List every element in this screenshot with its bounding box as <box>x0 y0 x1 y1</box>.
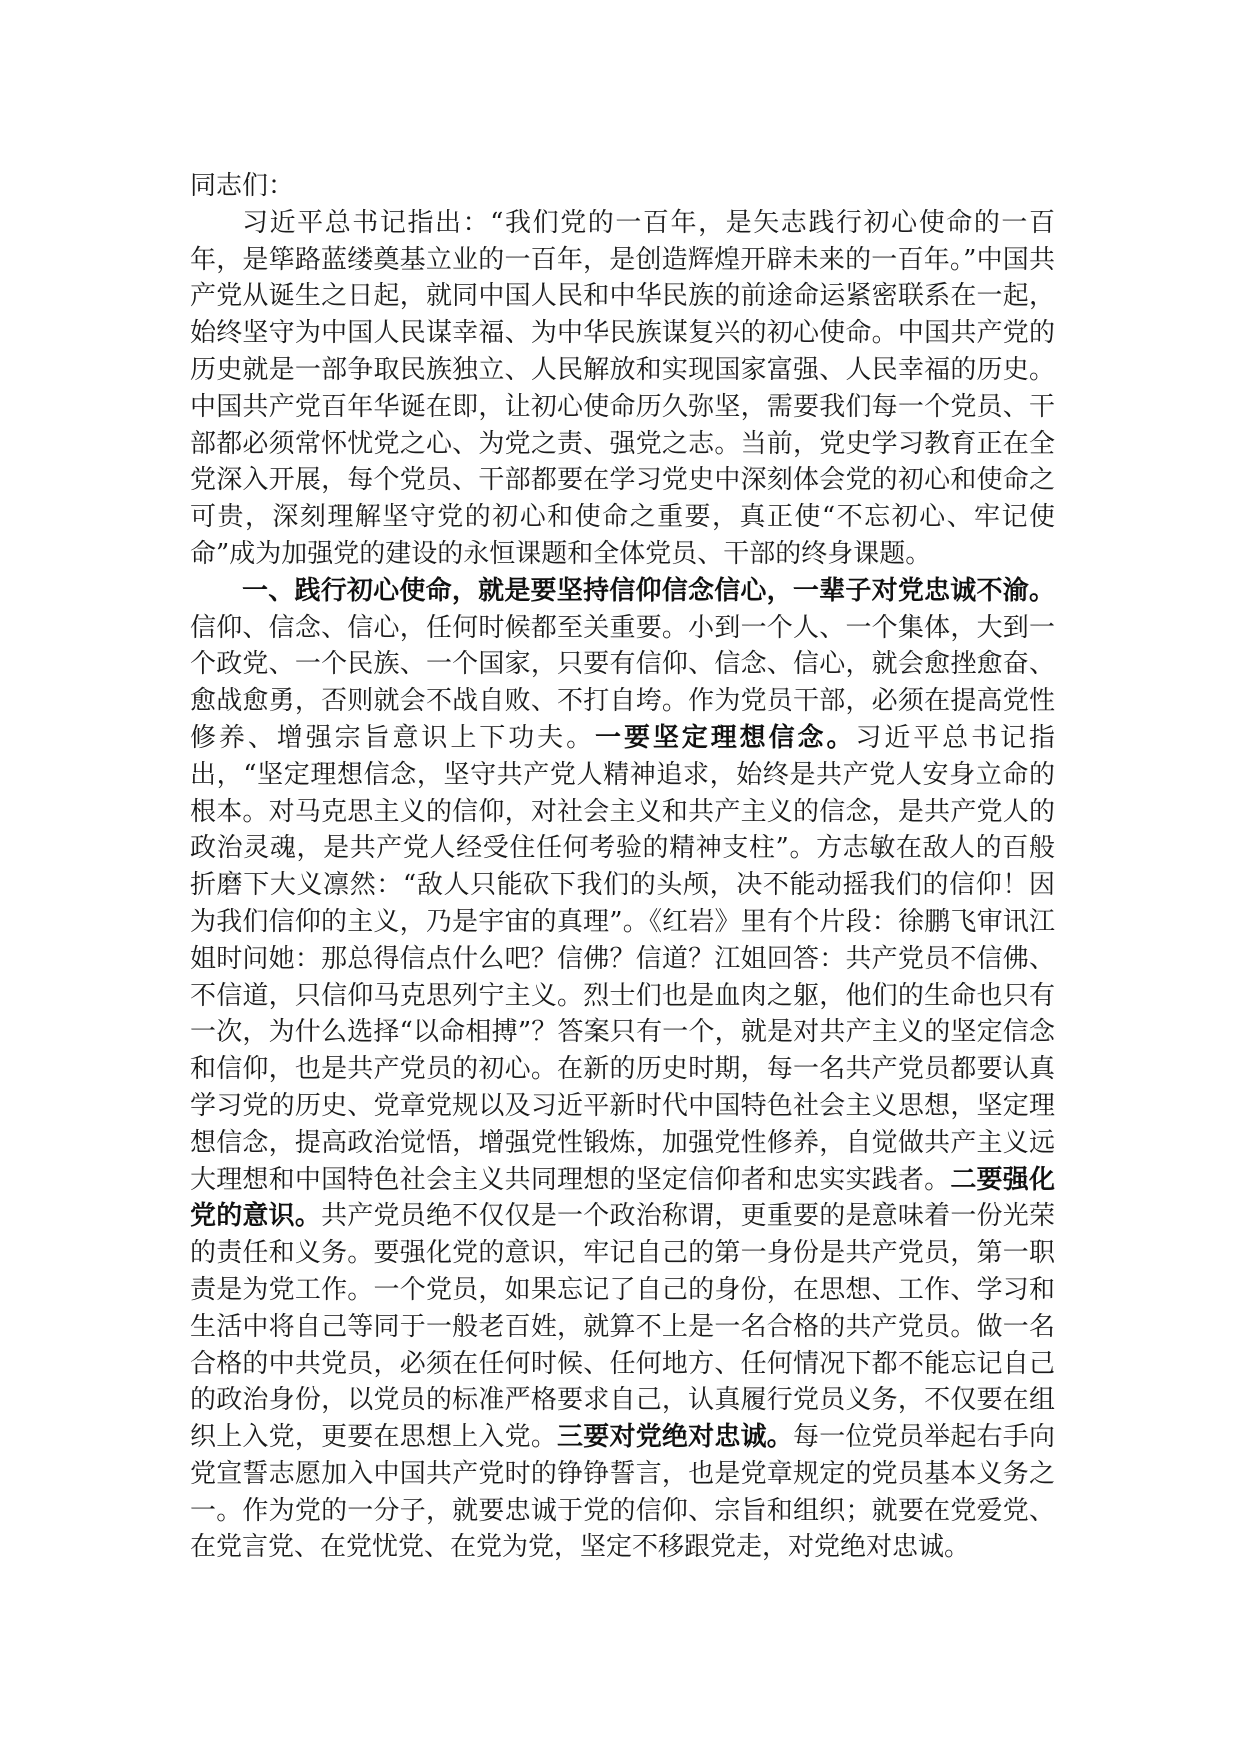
point-1-text: 习近平总书记指出，“坚定理想信念，坚守共产党人精神追求，始终是共产党人安身立命的根本。对马克思主义的信仰，对社会主义和共产主义的信念，是共产党人的政治灵魂，是共产党人经受住任何考验的精神支柱”。方志敏在敌人的百般折磨下大义凛然：“敌人只能砍下我们的头颅，决不能动摇我们的信仰！因为我们信仰的主义，乃是宇宙的真理”。《红岩》里有个片段：徐鹏飞审讯江姐时问她：那总得信点什么吧？信佛？信道？江姐回答：共产党员不信佛、不信道，只信仰马克思列宁主义。烈士们也是血肉之躯，他们的生命也只有一次，为什么选择“以命相搏”？答案只有一个，就是对共产主义的坚定信念和信仰，也是共产党员的初心。在新的历史时期，每一名共产党员都要认真学习党的历史、党章党规以及习近平新时代中国特色社会主义思想，坚定理想信念，提高政治觉悟，增强党性锻炼，加强党性修养，自觉做共产主义远大理想和中国特色社会主义共同理想的坚定信仰者和忠实实践者。 <box>190 722 1055 1195</box>
point-3-heading: 三要对党绝对忠诚。 <box>557 1422 794 1453</box>
intro-paragraph: 习近平总书记指出：“我们党的一百年，是矢志践行初心使命的一百年，是筚路蓝缕奠基立业的一百年，是创造辉煌开辟未来的一百年。”中国共产党从诞生之日起，就同中国人民和中华民族的前途命运紧密联系在一起，始终坚守为中国人民谋幸福、为中华民族谋复兴的初心使命。中国共产党的历史就是一部争取民族独立、人民解放和实现国家富强、人民幸福的历史。中国共产党百年华诞在即，让初心使命历久弥坚，需要我们每一个党员、干部都必须常怀忧党之心、为党之责、强党之志。当前，党史学习教育正在全党深入开展，每个党员、干部都要在学习党史中深刻体会党的初心和使命之可贵，深刻理解坚守党的初心和使命之重要，真正使“不忘初心、牢记使命”成为加强党的建设的永恒课题和全体党员、干部的终身课题。 <box>190 207 1055 569</box>
document-page <box>190 168 1055 1566</box>
section-1-paragraph <box>190 573 1055 1567</box>
section-1-text: 信仰、信念、信心，任何时候都至关重要。小到一个人、一个集体，大到一个政党、一个民族、一个国家，只要有信仰、信念、信心，就会愈挫愈奋、愈战愈勇，否则就会不战自败、不打自垮。作为党员干部，必须在提高党性修养、增强宗旨意识上下功夫。 <box>190 612 1055 753</box>
point-2-text: 共产党员绝不仅仅是一个政治称谓，更重要的是意味着一份光荣的责任和义务。要强化党的意识，牢记自己的第一身份是共产党员，第一职责是为党工作。一个党员，如果忘记了自己的身份，在思想、工作、学习和生活中将自己等同于一般老百姓，就算不上是一名合格的共产党员。做一名合格的中共党员，必须在任何时候、任何地方、任何情况下都不能忘记自己的政治身份，以党员的标准严格要求自己，认真履行党员义务，不仅要在组织上入党，更要在思想上入党。 <box>190 1201 1055 1453</box>
point-2-heading: 二要强化党的意识。 <box>190 1164 1055 1232</box>
point-1-heading: 一要坚定理想信念。 <box>595 722 856 753</box>
point-3-text: 每一位党员举起右手向党宣誓志愿加入中国共产党时的铮铮誓言，也是党章规定的党员基本义务之一。作为党的一分子，就要忠诚于党的信仰、宗旨和组织；就要在党爱党、在党言党、在党忧党、在党为党，坚定不移跟党走，对党绝对忠诚。 <box>190 1422 1055 1563</box>
section-1-heading: 一、践行初心使命，就是要坚持信仰信念信心，一辈子对党忠诚不渝。 <box>242 575 1055 606</box>
salutation: 同志们： <box>190 171 295 201</box>
